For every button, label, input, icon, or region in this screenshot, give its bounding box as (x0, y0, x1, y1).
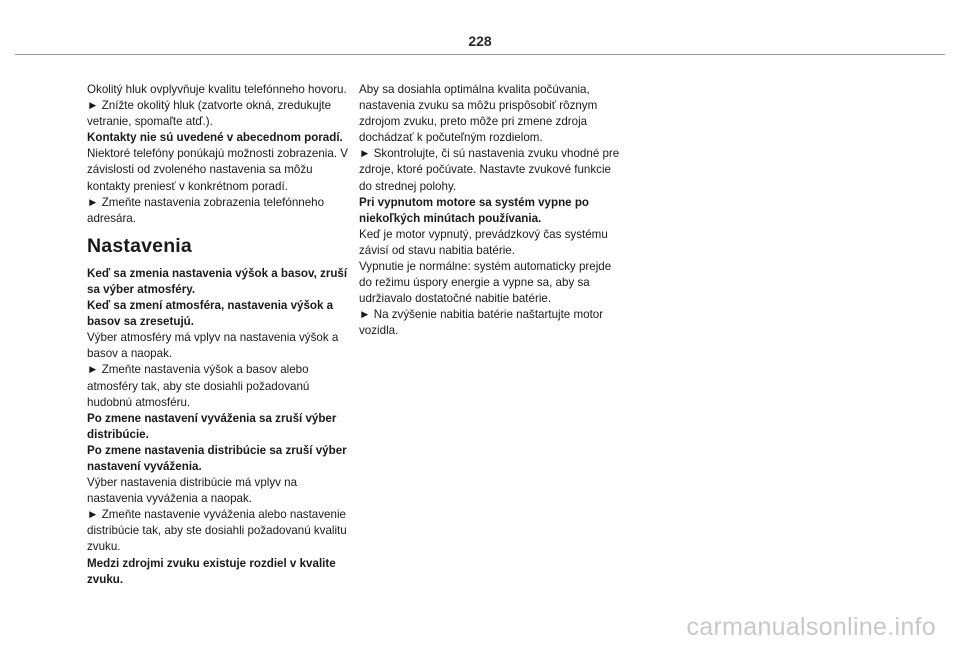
section-heading: Nastavenia (87, 234, 192, 257)
instruction: ► Zmeňte nastavenia zobrazenia telefónneho adresára. (87, 195, 325, 225)
paragraph: Aby sa dosiahla optimálna kvalita počúvania, nastavenia zvuku sa môžu prispôsobiť rôznym zdrojom zvuku, preto môže pri zmene zdroja dochádzať k počuteľným rozdielom. (359, 83, 598, 145)
problem-title: Keď sa zmení atmosféra, nastavenia výšok a basov sa zresetujú. (87, 299, 334, 329)
problem-title: Kontakty nie sú uvedené v abecednom poradí. (87, 131, 343, 145)
paragraph: Vypnutie je normálne: systém automaticky prejde do režimu úspory energie a vypne sa, aby sa udržiavalo dostatočné nabitie batérie. (359, 260, 612, 306)
watermark: carmanualsonline.info (686, 613, 936, 641)
instruction: ► Znížte okolitý hluk (zatvorte okná, zredukujte vetranie, spomaľte atď.). (87, 99, 332, 129)
header-divider (15, 54, 945, 55)
instruction: ► Skontrolujte, či sú nastavenia zvuku vhodné pre zdroje, ktoré počúvate. Nastavte zvukové funkcie do strednej polohy. (359, 147, 620, 193)
paragraph: Okolitý hluk ovplyvňuje kvalitu telefónneho hovoru. (87, 83, 347, 96)
problem-title: Po zmene nastavenia distribúcie sa zruší výber nastavení vyváženia. (87, 443, 347, 473)
paragraph: Výber atmosféry má vplyv na nastavenia výšok a basov a naopak. (87, 331, 339, 361)
page-number: 228 (468, 33, 492, 49)
instruction: ► Zmeňte nastavenia výšok a basov alebo atmosféry tak, aby ste dosiahli požadovanú hudobnú atmosféru. (87, 363, 310, 409)
paragraph: Výber nastavenia distribúcie má vplyv na nastavenia vyváženia a naopak. (87, 476, 298, 506)
right-column (359, 82, 621, 340)
problem-title: Po zmene nastavení vyváženia sa zruší výber distribúcie. (87, 411, 337, 441)
instruction: ► Zmeňte nastavenie vyváženia alebo nastavenie distribúcie tak, aby ste dosiahli požadovanú kvalitu zvuku. (87, 508, 347, 554)
problem-title: Medzi zdrojmi zvuku existuje rozdiel v kvalite zvuku. (87, 556, 336, 586)
instruction: ► Na zvýšenie nabitia batérie naštartujte motor vozidla. (359, 308, 604, 338)
problem-title: Keď sa zmenia nastavenia výšok a basov, zruší sa výber atmosféry. (87, 266, 348, 296)
paragraph: Keď je motor vypnutý, prevádzkový čas systému závisí od stavu nabitia batérie. (359, 227, 608, 257)
paragraph: Niektoré telefóny ponúkajú možnosti zobrazenia. V závislosti od zvoleného nastavenia sa môžu kontakty preniesť v konkrétnom poradí. (87, 147, 349, 193)
left-column (87, 82, 349, 588)
problem-title: Pri vypnutom motore sa systém vypne po niekoľkých minútach používania. (359, 195, 590, 225)
